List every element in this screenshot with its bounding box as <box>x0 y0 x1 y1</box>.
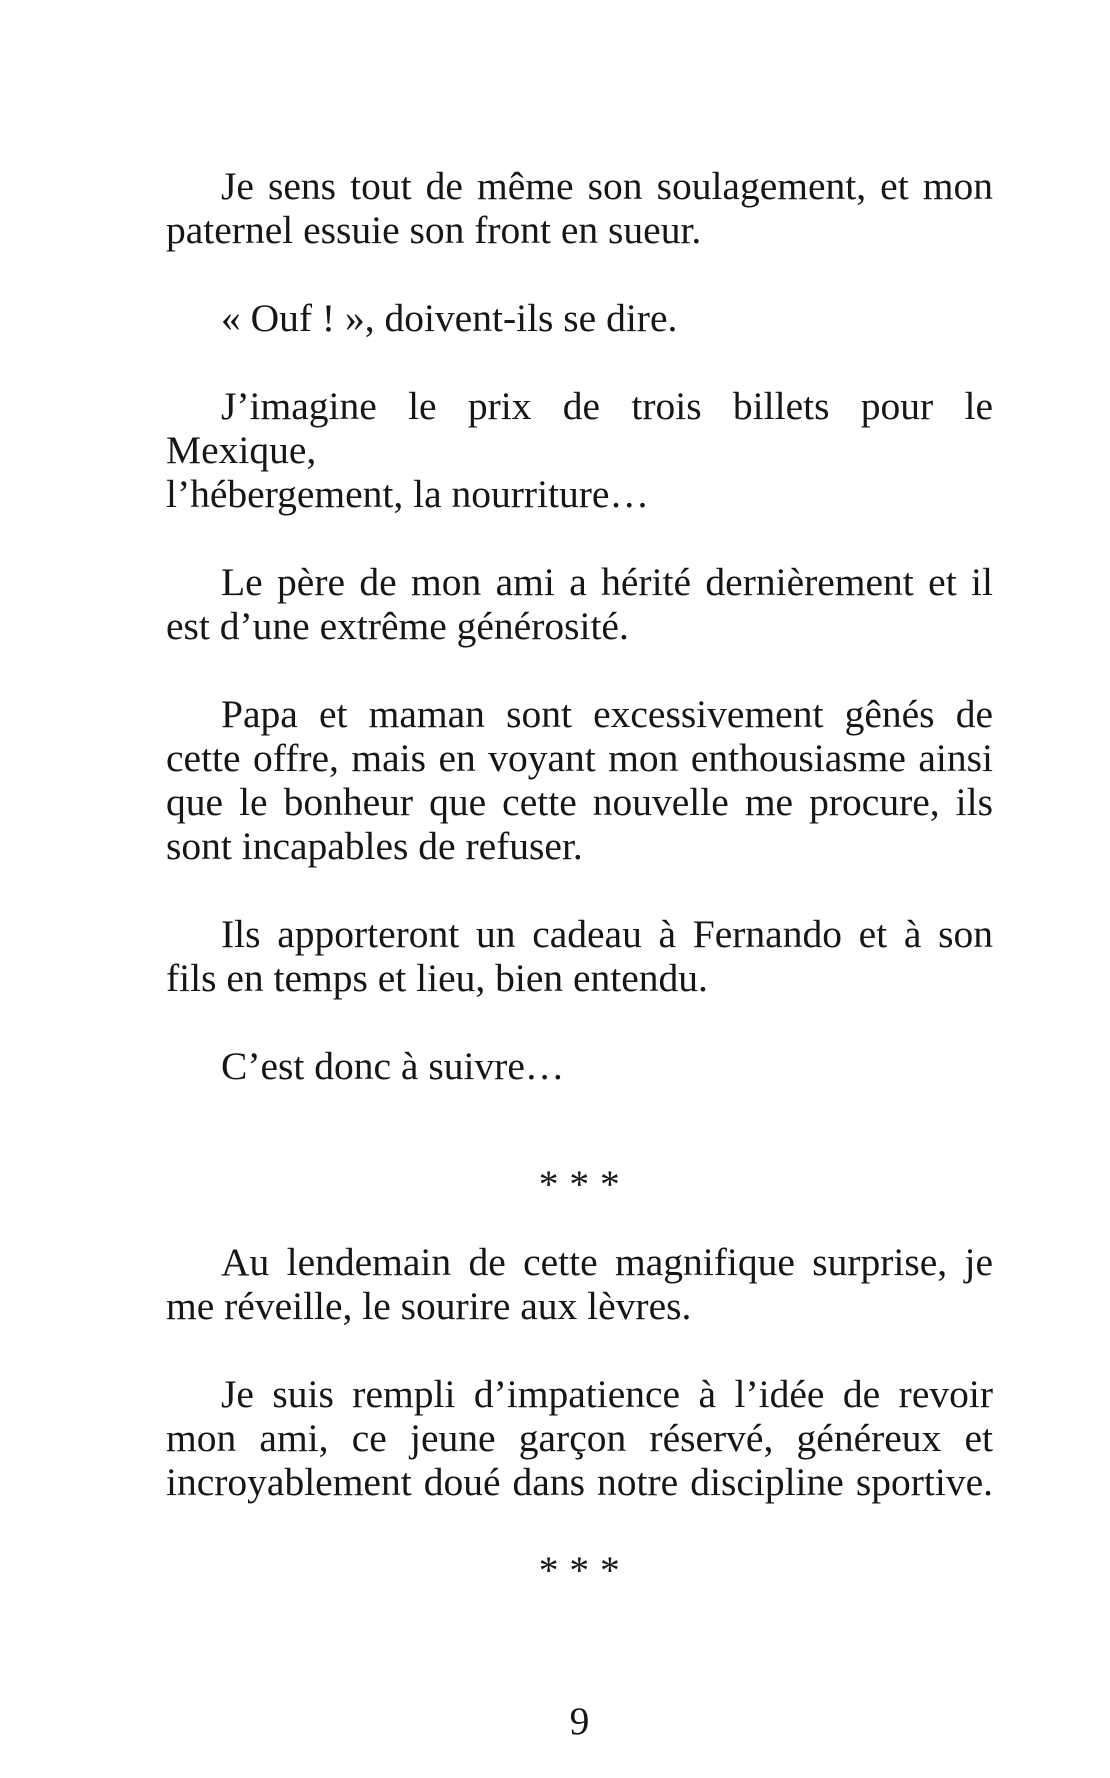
text-line: sont incapables de refuser. <box>166 824 583 868</box>
paragraph <box>166 560 993 648</box>
page-number: 9 <box>569 1699 590 1743</box>
text-line: paternel essuie son front en sueur. <box>166 208 702 252</box>
paragraph <box>166 1240 993 1328</box>
paragraph <box>166 164 993 252</box>
text-line: l’hébergement, la nourriture… <box>166 472 649 516</box>
paragraph <box>166 296 993 340</box>
text-line: cette offre, mais en voyant mon enthousiasme ainsi <box>166 736 993 780</box>
text-line: me réveille, le sourire aux lèvres. <box>166 1284 692 1328</box>
text-line: J’imagine le prix de trois billets pour le Mexique, <box>166 384 993 472</box>
paragraph <box>166 1044 993 1088</box>
text-line: fils en temps et lieu, bien entendu. <box>166 956 708 1000</box>
text-line: Au lendemain de cette magnifique surprise, je <box>221 1240 993 1284</box>
text-line: Papa et maman sont excessivement gênés de <box>221 692 993 736</box>
text-line: que le bonheur que cette nouvelle me procure, ils <box>166 780 993 824</box>
section-separator: * * * <box>538 1162 621 1206</box>
text-line: C’est donc à suivre… <box>221 1044 565 1088</box>
section-separator: * * * <box>538 1548 621 1592</box>
paragraph <box>166 1372 993 1504</box>
paragraph <box>166 692 993 868</box>
text-line: incroyablement doué dans notre discipline sportive. <box>166 1460 993 1504</box>
text-line: « Ouf ! », doivent-ils se dire. <box>221 296 678 340</box>
text-line: Je suis rempli d’impatience à l’idée de revoir <box>221 1372 993 1416</box>
paragraph <box>166 384 993 516</box>
text-line: Le père de mon ami a hérité dernièrement et il <box>221 560 993 604</box>
text-line: mon ami, ce jeune garçon réservé, généreux et <box>166 1416 993 1460</box>
paragraph <box>166 912 993 1000</box>
text-line: est d’une extrême générosité. <box>166 604 629 648</box>
text-line: Ils apporteront un cadeau à Fernando et à son <box>221 912 993 956</box>
text-line: Je sens tout de même son soulagement, et mon <box>221 164 993 208</box>
